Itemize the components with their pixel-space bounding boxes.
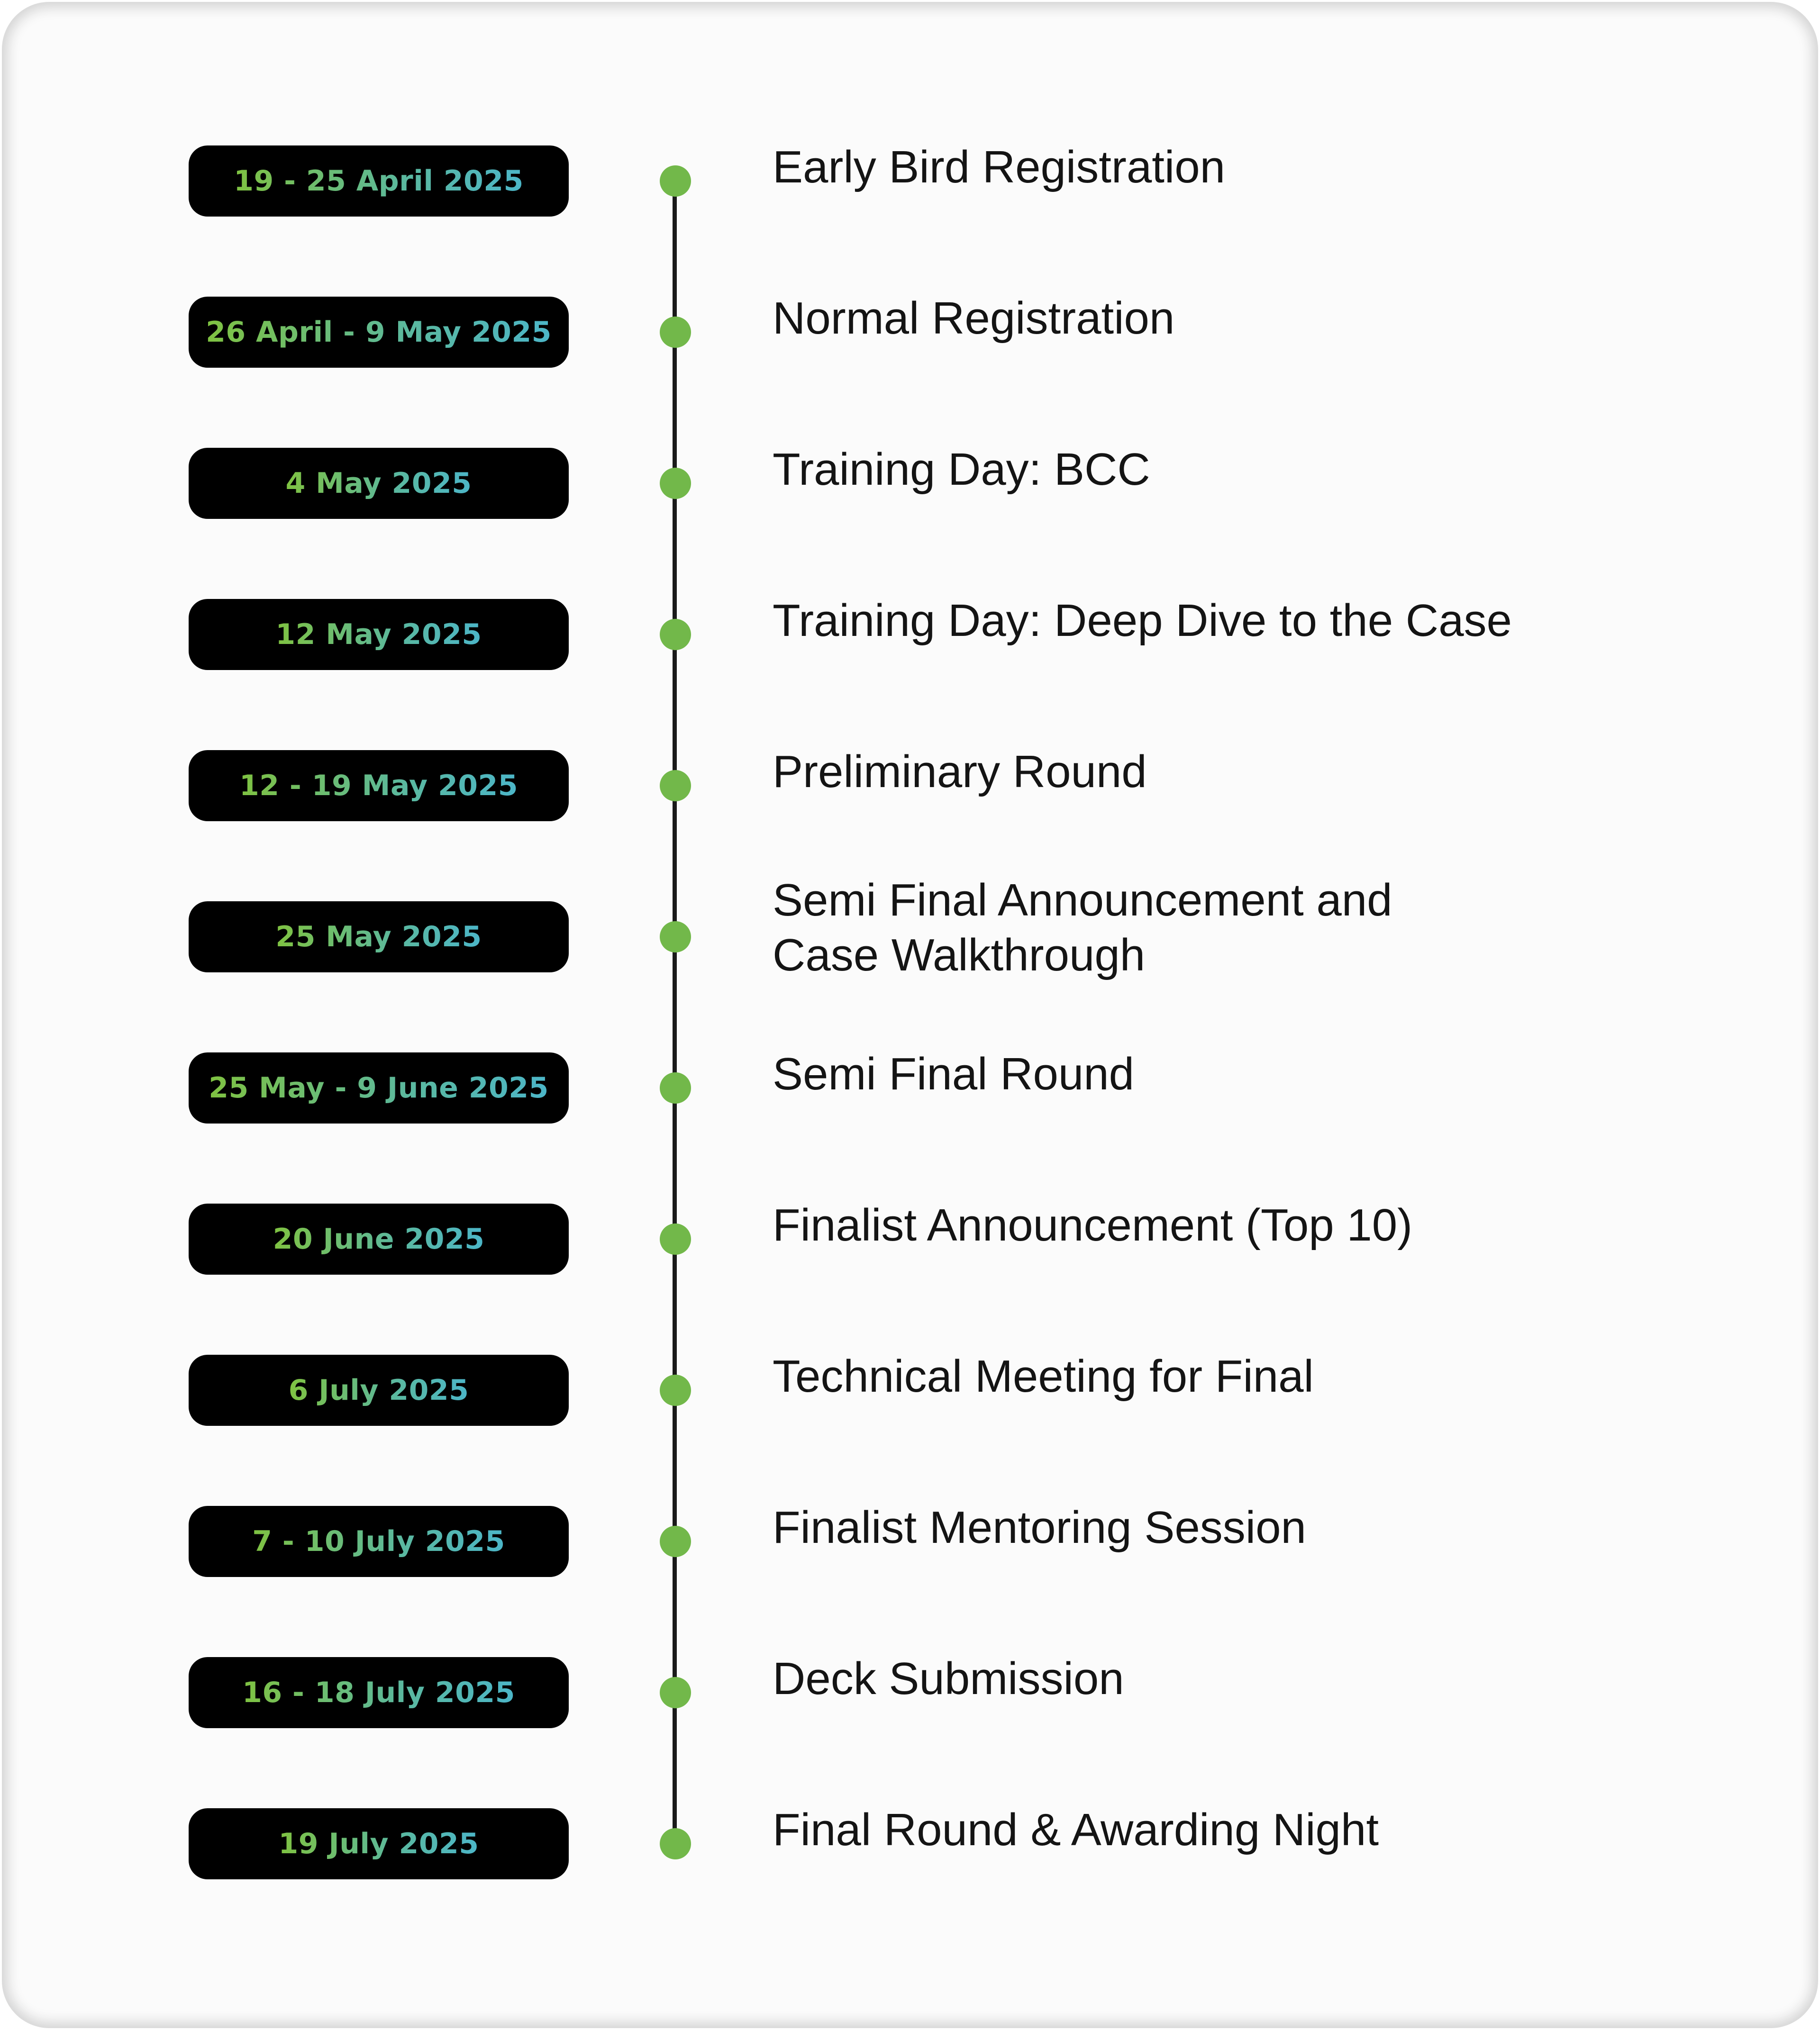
date-pill	[189, 1204, 569, 1275]
timeline-dot	[660, 1677, 691, 1708]
date-pill	[189, 1657, 569, 1728]
timeline-dot	[660, 619, 691, 650]
event-title: Final Round & Awarding Night	[773, 1804, 1379, 1855]
date-pill	[189, 1052, 569, 1124]
timeline-row	[0, 1049, 1820, 1124]
date-pill	[189, 1506, 569, 1577]
timeline-row	[0, 1351, 1820, 1426]
event-title: Technical Meeting for Final	[773, 1351, 1314, 1402]
event-title: Finalist Mentoring Session	[773, 1502, 1306, 1553]
timeline-dot	[660, 1072, 691, 1104]
timeline-dot	[660, 921, 691, 952]
timeline-vertical-line	[673, 181, 677, 1843]
date-label: 19 - 25 April 2025	[234, 164, 524, 198]
timeline-dot	[660, 468, 691, 499]
date-label: 25 May - 9 June 2025	[209, 1071, 549, 1105]
date-pill	[189, 599, 569, 670]
event-title: Preliminary Round	[773, 746, 1147, 797]
date-pill	[189, 1355, 569, 1426]
date-pill	[189, 901, 569, 972]
date-label: 16 - 18 July 2025	[242, 1676, 515, 1709]
date-label: 4 May 2025	[285, 467, 472, 500]
event-title-line-2: Case Walkthrough	[773, 930, 1146, 980]
date-label: 26 April - 9 May 2025	[206, 316, 552, 349]
date-pill	[189, 750, 569, 821]
timeline-row	[0, 1653, 1820, 1728]
timeline-row	[0, 875, 1820, 980]
date-pill	[189, 145, 569, 217]
event-title: Deck Submission	[773, 1653, 1124, 1704]
date-label: 7 - 10 July 2025	[252, 1525, 505, 1558]
timeline-dot	[660, 317, 691, 348]
event-title	[773, 873, 1392, 983]
event-title: Finalist Announcement (Top 10)	[773, 1200, 1413, 1251]
timeline-row	[0, 1200, 1820, 1275]
date-label: 12 - 19 May 2025	[239, 769, 518, 802]
timeline-row	[0, 1502, 1820, 1577]
date-label: 20 June 2025	[273, 1223, 485, 1256]
timeline-row	[0, 746, 1820, 821]
date-pill	[189, 1808, 569, 1879]
date-label: 25 May 2025	[275, 920, 482, 953]
timeline-row	[0, 1804, 1820, 1879]
event-title: Training Day: BCC	[773, 444, 1150, 495]
date-pill	[189, 297, 569, 368]
event-title-line-1: Semi Final Announcement and	[773, 875, 1392, 925]
timeline-row	[0, 595, 1820, 670]
event-title: Normal Registration	[773, 293, 1175, 344]
timeline-row	[0, 293, 1820, 368]
date-label: 12 May 2025	[275, 618, 482, 651]
date-label: 19 July 2025	[278, 1827, 479, 1860]
timeline-row	[0, 142, 1820, 217]
timeline-dot	[660, 1828, 691, 1859]
date-pill	[189, 448, 569, 519]
timeline-dot	[660, 770, 691, 801]
event-title: Early Bird Registration	[773, 142, 1226, 192]
timeline-dot	[660, 1375, 691, 1406]
timeline-dot	[660, 1526, 691, 1557]
timeline-dot	[660, 165, 691, 197]
timeline-dot	[660, 1223, 691, 1255]
event-title: Training Day: Deep Dive to the Case	[773, 595, 1512, 646]
event-title: Semi Final Round	[773, 1049, 1135, 1099]
date-label: 6 July 2025	[288, 1374, 469, 1407]
timeline-row	[0, 444, 1820, 519]
